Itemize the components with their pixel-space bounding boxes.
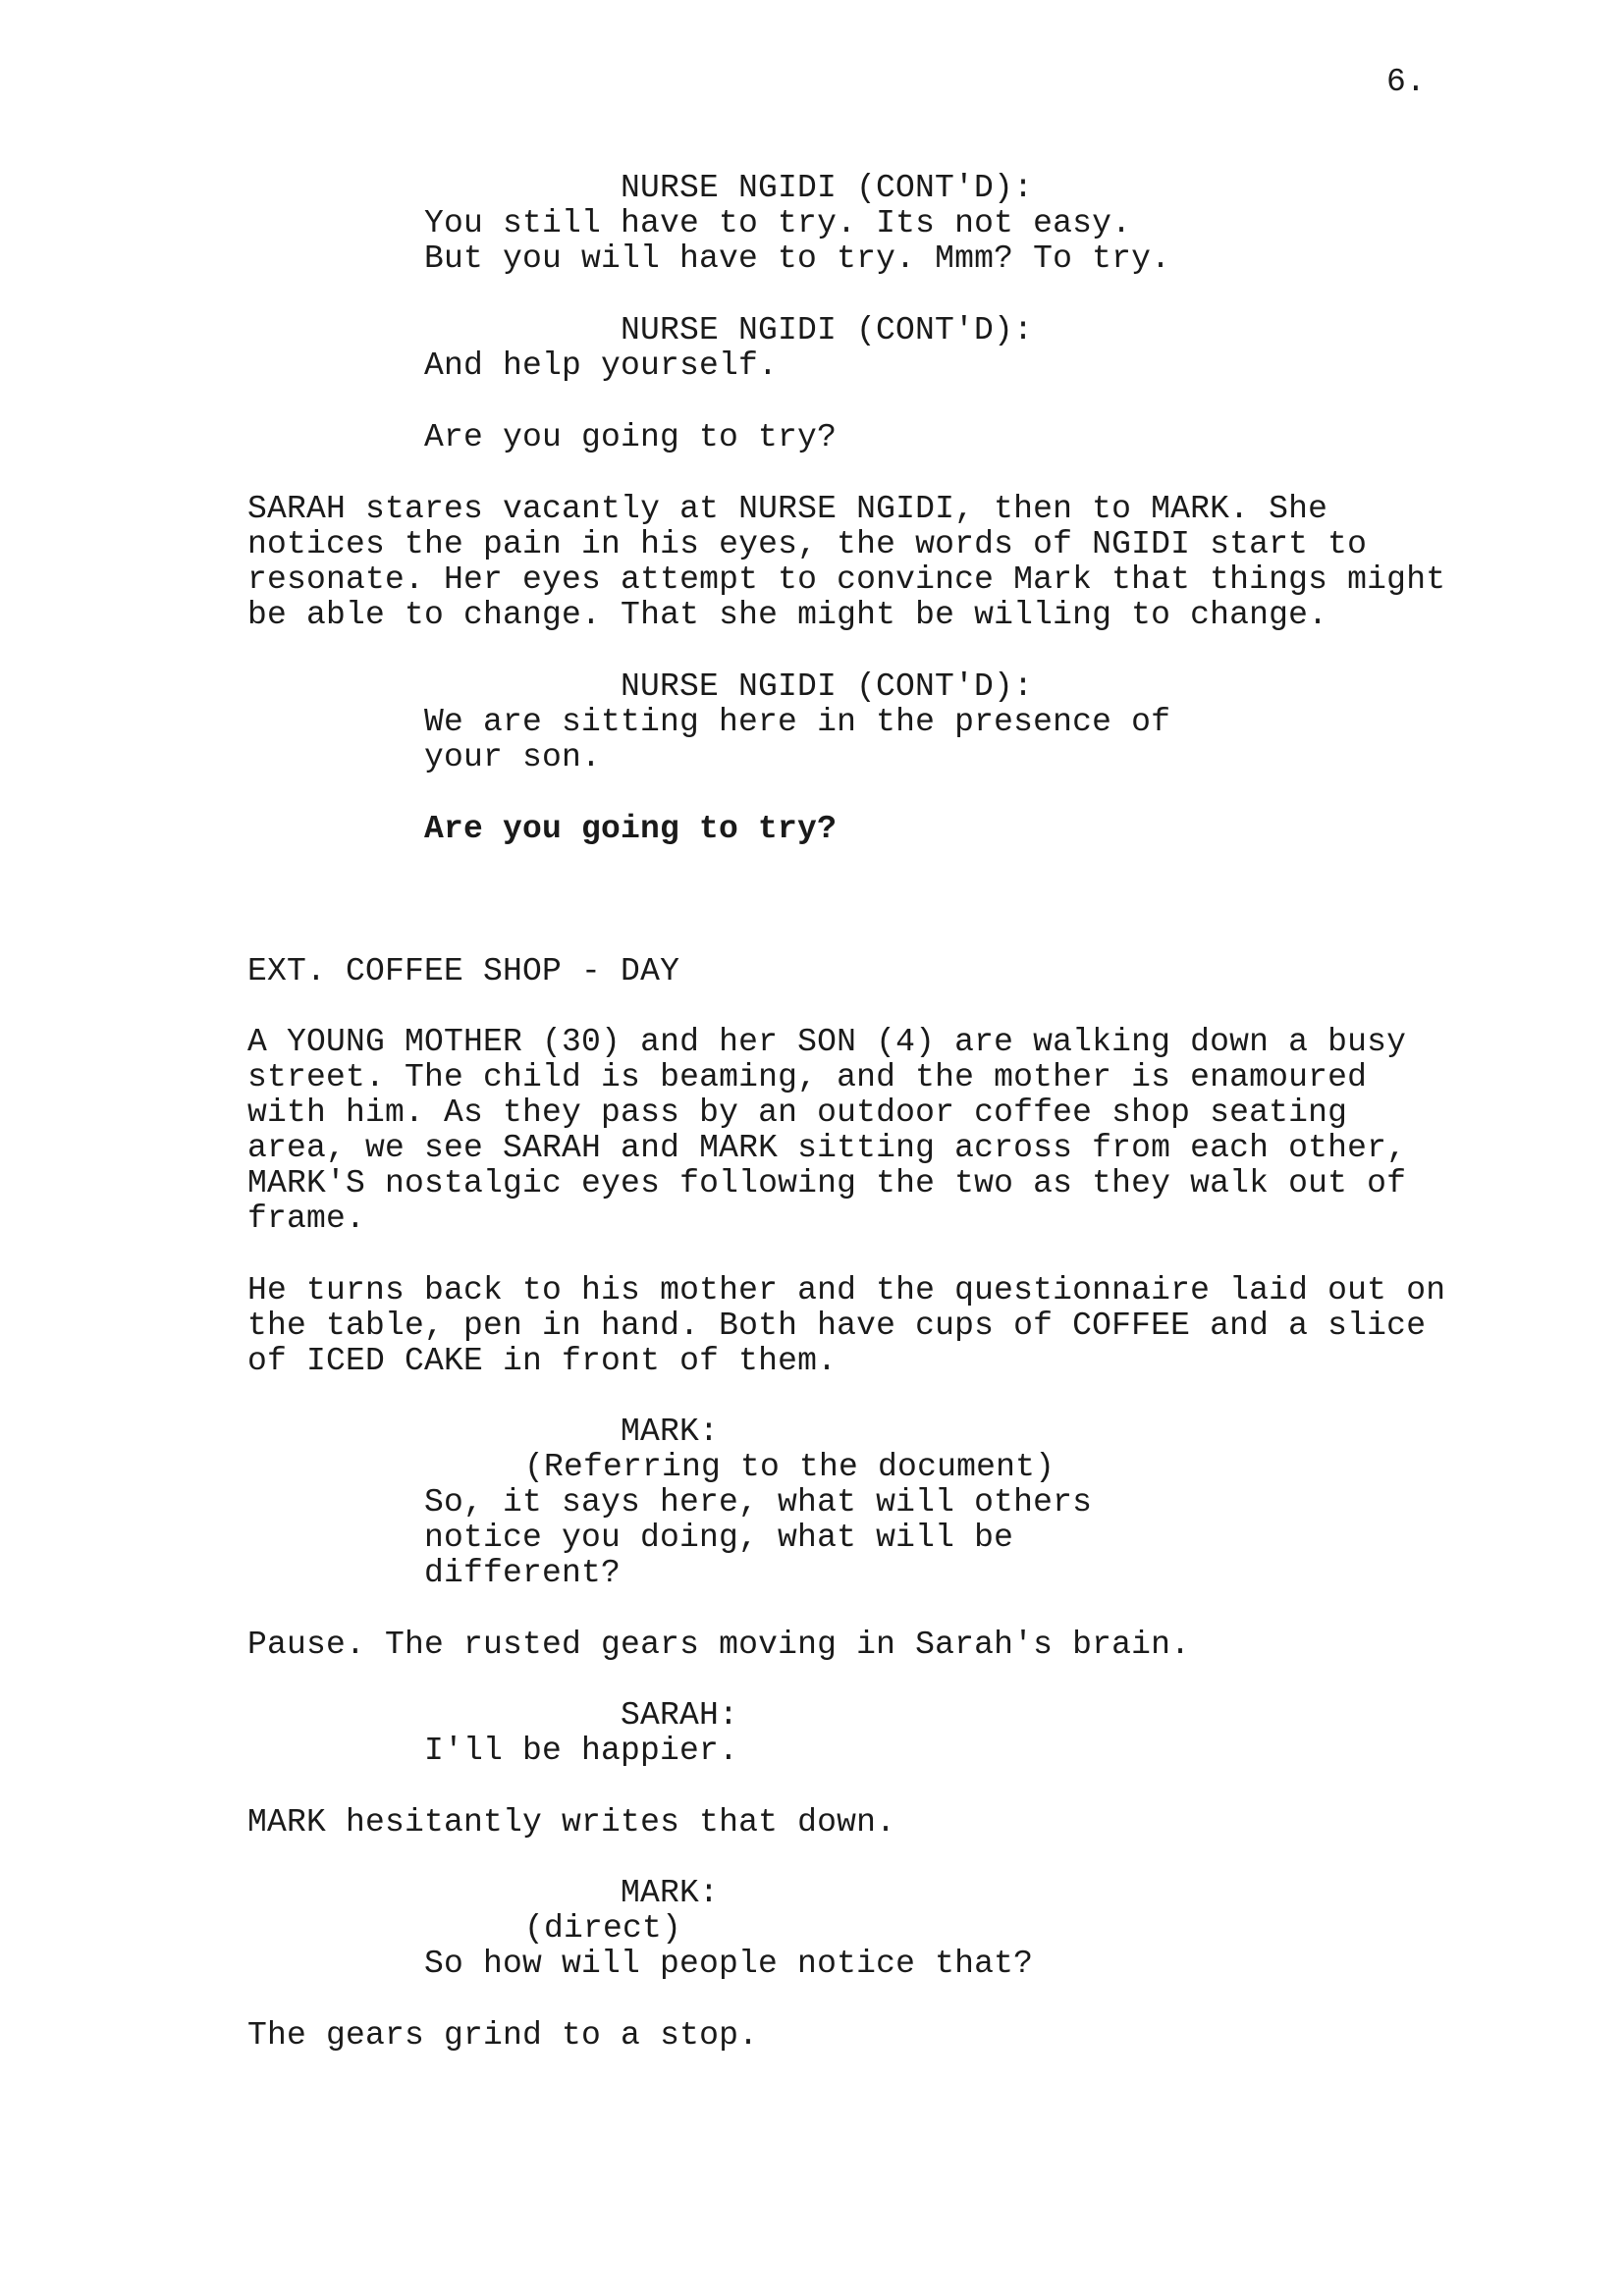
dialogue-line: notice you doing, what will be bbox=[424, 1520, 1014, 1556]
page-number: 6. bbox=[1386, 64, 1427, 100]
dialogue-line: We are sitting here in the presence of bbox=[424, 704, 1171, 740]
action-line: SARAH stares vacantly at NURSE NGIDI, then to MARK. She bbox=[247, 491, 1328, 527]
action-line: of ICED CAKE in front of them. bbox=[247, 1343, 838, 1379]
character-cue: SARAH: bbox=[621, 1697, 739, 1734]
action-line: MARK hesitantly writes that down. bbox=[247, 1804, 896, 1841]
action-line: be able to change. That she might be willing to change. bbox=[247, 597, 1328, 633]
action-line: resonate. Her eyes attempt to convince Mark that things might bbox=[247, 561, 1446, 598]
action-line: A YOUNG MOTHER (30) and her SON (4) are walking down a busy bbox=[247, 1024, 1407, 1060]
parenthetical: (Referring to the document) bbox=[524, 1449, 1056, 1485]
dialogue-line: But you will have to try. Mmm? To try. bbox=[424, 240, 1171, 277]
dialogue-line-emphasis: Are you going to try? bbox=[424, 811, 838, 847]
dialogue-line: your son. bbox=[424, 739, 602, 775]
character-cue: NURSE NGIDI (CONT'D): bbox=[621, 312, 1034, 348]
dialogue-line: So, it says here, what will others bbox=[424, 1484, 1093, 1521]
character-cue: MARK: bbox=[621, 1875, 720, 1911]
parenthetical: (direct) bbox=[524, 1910, 682, 1947]
dialogue-line: Are you going to try? bbox=[424, 419, 838, 455]
action-line: frame. bbox=[247, 1201, 366, 1237]
action-line: Pause. The rusted gears moving in Sarah's brain. bbox=[247, 1627, 1191, 1663]
action-line: with him. As they pass by an outdoor coffee shop seating bbox=[247, 1095, 1348, 1131]
dialogue-line: So how will people notice that? bbox=[424, 1946, 1034, 1982]
dialogue-line: different? bbox=[424, 1555, 622, 1591]
character-cue: NURSE NGIDI (CONT'D): bbox=[621, 170, 1034, 206]
dialogue-line: And help yourself. bbox=[424, 347, 779, 384]
action-line: The gears grind to a stop. bbox=[247, 2017, 759, 2054]
action-line: street. The child is beaming, and the mother is enamoured bbox=[247, 1059, 1368, 1095]
action-line: the table, pen in hand. Both have cups of COFFEE and a slice bbox=[247, 1308, 1427, 1344]
dialogue-line: You still have to try. Its not easy. bbox=[424, 205, 1132, 241]
action-line: He turns back to his mother and the questionnaire laid out on bbox=[247, 1272, 1446, 1308]
action-line: MARK'S nostalgic eyes following the two as they walk out of bbox=[247, 1165, 1407, 1201]
scene-heading: EXT. COFFEE SHOP - DAY bbox=[247, 953, 680, 989]
action-line: area, we see SARAH and MARK sitting across from each other, bbox=[247, 1130, 1407, 1166]
character-cue: MARK: bbox=[621, 1414, 720, 1450]
action-line: notices the pain in his eyes, the words of NGIDI start to bbox=[247, 526, 1368, 562]
character-cue: NURSE NGIDI (CONT'D): bbox=[621, 668, 1034, 705]
dialogue-line: I'll be happier. bbox=[424, 1733, 739, 1769]
